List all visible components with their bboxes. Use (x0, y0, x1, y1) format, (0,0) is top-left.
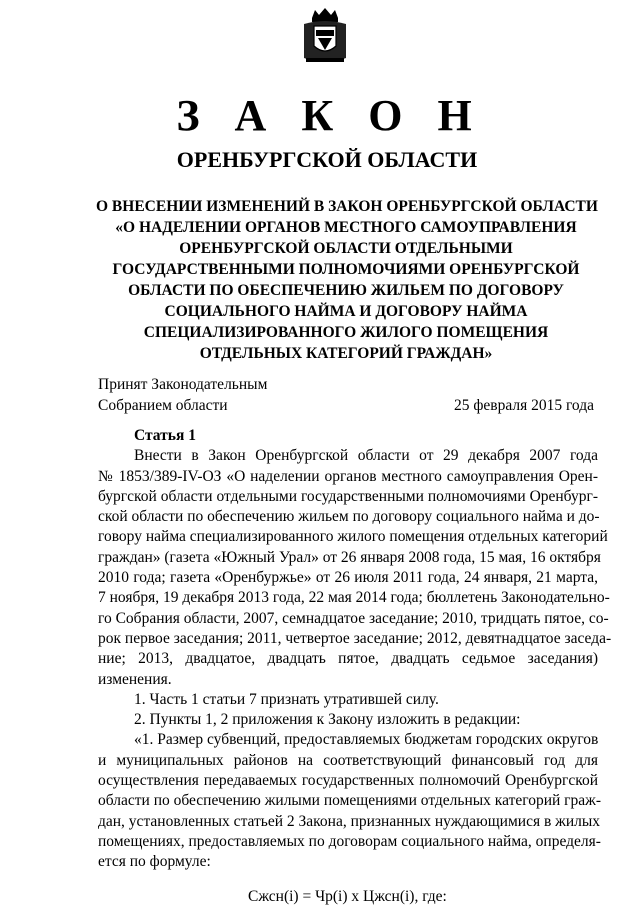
quote-line: ется по формуле: (98, 853, 211, 871)
article-text-line: 7 ноября, 19 декабря 2013 года, 22 мая 2014 года; бюллетень Законодательно- (98, 589, 610, 607)
article-text-line: № 1853/389-IV-ОЗ «О наделении органов местного самоуправления Орен- (98, 467, 598, 485)
article-text-line: изменения. (98, 670, 172, 688)
quote-line: помещениях, предоставляемых по договорам социального найма, определя- (98, 832, 601, 850)
article-body (98, 426, 612, 907)
article-text-line: бургской области отдельными государственными полномочиями Оренбург- (98, 487, 598, 505)
heading-line: ОТДЕЛЬНЫХ КАТЕГОРИЙ ГРАЖДАН» (199, 345, 493, 362)
article-text-line: ской области по обеспечению жильем по договору социального найма и до- (98, 508, 600, 526)
article-text-line: рок первое заседания; 2011, четвертое заседание; 2012, девятнадцатое заседа- (98, 629, 612, 647)
region-title: ОРЕНБУРГСКОЙ ОБЛАСТИ (176, 147, 478, 172)
heading-line: «О НАДЕЛЕНИИ ОРГАНОВ МЕСТНОГО САМОУПРАВЛЕНИЯ (115, 219, 577, 236)
quote-line: и муниципальных районов на соответствующий финансовый год для (98, 751, 598, 769)
article-text-line: ние; 2013, двадцатое, двадцать пятое, двадцать седьмое заседания) (98, 650, 598, 668)
law-title: З А К О Н (176, 91, 484, 140)
article-title: Статья 1 (134, 427, 196, 444)
heading-line: СОЦИАЛЬНОГО НАЙМА И ДОГОВОРУ НАЙМА (164, 303, 528, 320)
heading-line: СПЕЦИАЛИЗИРОВАННОГО ЖИЛОГО ПОМЕЩЕНИЯ (143, 324, 549, 341)
adoption-date: 25 февраля 2015 года (453, 397, 594, 414)
article-item-1: 1. Часть 1 статьи 7 признать утратившей силу. (134, 690, 439, 708)
heading-line: О ВНЕСЕНИИ ИЗМЕНЕНИЙ В ЗАКОН ОРЕНБУРГСКОЙ ОБЛАСТИ (96, 198, 598, 215)
adoption-line-2: Собранием области (98, 397, 228, 414)
orenburg-coat-of-arms-icon (302, 6, 348, 66)
article-item-2: 2. Пункты 1, 2 приложения к Закону изложить в редакции: (134, 711, 521, 729)
article-text-line: граждан» (газета «Южный Урал» от 26 января 2008 года, 15 мая, 16 октября (98, 548, 601, 566)
quote-line: «1. Размер субвенций, предоставляемых бюджетам городских округов (134, 731, 599, 749)
quote-line: осуществления передаваемых государственных полномочий Оренбургской (98, 772, 598, 790)
heading-line: ОБЛАСТИ ПО ОБЕСПЕЧЕНИЮ ЖИЛЬЕМ ПО ДОГОВОРУ (128, 282, 564, 299)
formula: Сжсн(i) = Чр(i) х Цжсн(i), где: (248, 887, 447, 905)
article-text-line: Внести в Закон Оренбургской области от 29 декабря 2007 года (134, 447, 598, 465)
law-heading (96, 196, 596, 364)
adoption-line-1: Принят Законодательным (98, 376, 268, 393)
article-text-line: 2010 года; газета «Оренбуржье» от 26 июля 2011 года, 24 января, 21 марта, (98, 569, 598, 587)
article-text-line: го Собрания области, 2007, семнадцатое заседание; 2010, тридцать пятое, со- (98, 609, 609, 627)
adoption-block (98, 374, 598, 416)
heading-line: ОРЕНБУРГСКОЙ ОБЛАСТИ ОТДЕЛЬНЫМИ (179, 240, 513, 257)
quote-line: области по обеспечению жилыми помещениями отдельных категорий граж- (98, 792, 602, 810)
quote-line: дан, установленных статьей 2 Закона, признанных нуждающимися в жилых (98, 812, 601, 830)
heading-line: ГОСУДАРСТВЕННЫМИ ПОЛНОМОЧИЯМИ ОРЕНБУРГСКОЙ (112, 261, 580, 278)
article-text-line: говору найма специализированного жилого помещения отдельных категорий (98, 528, 608, 546)
